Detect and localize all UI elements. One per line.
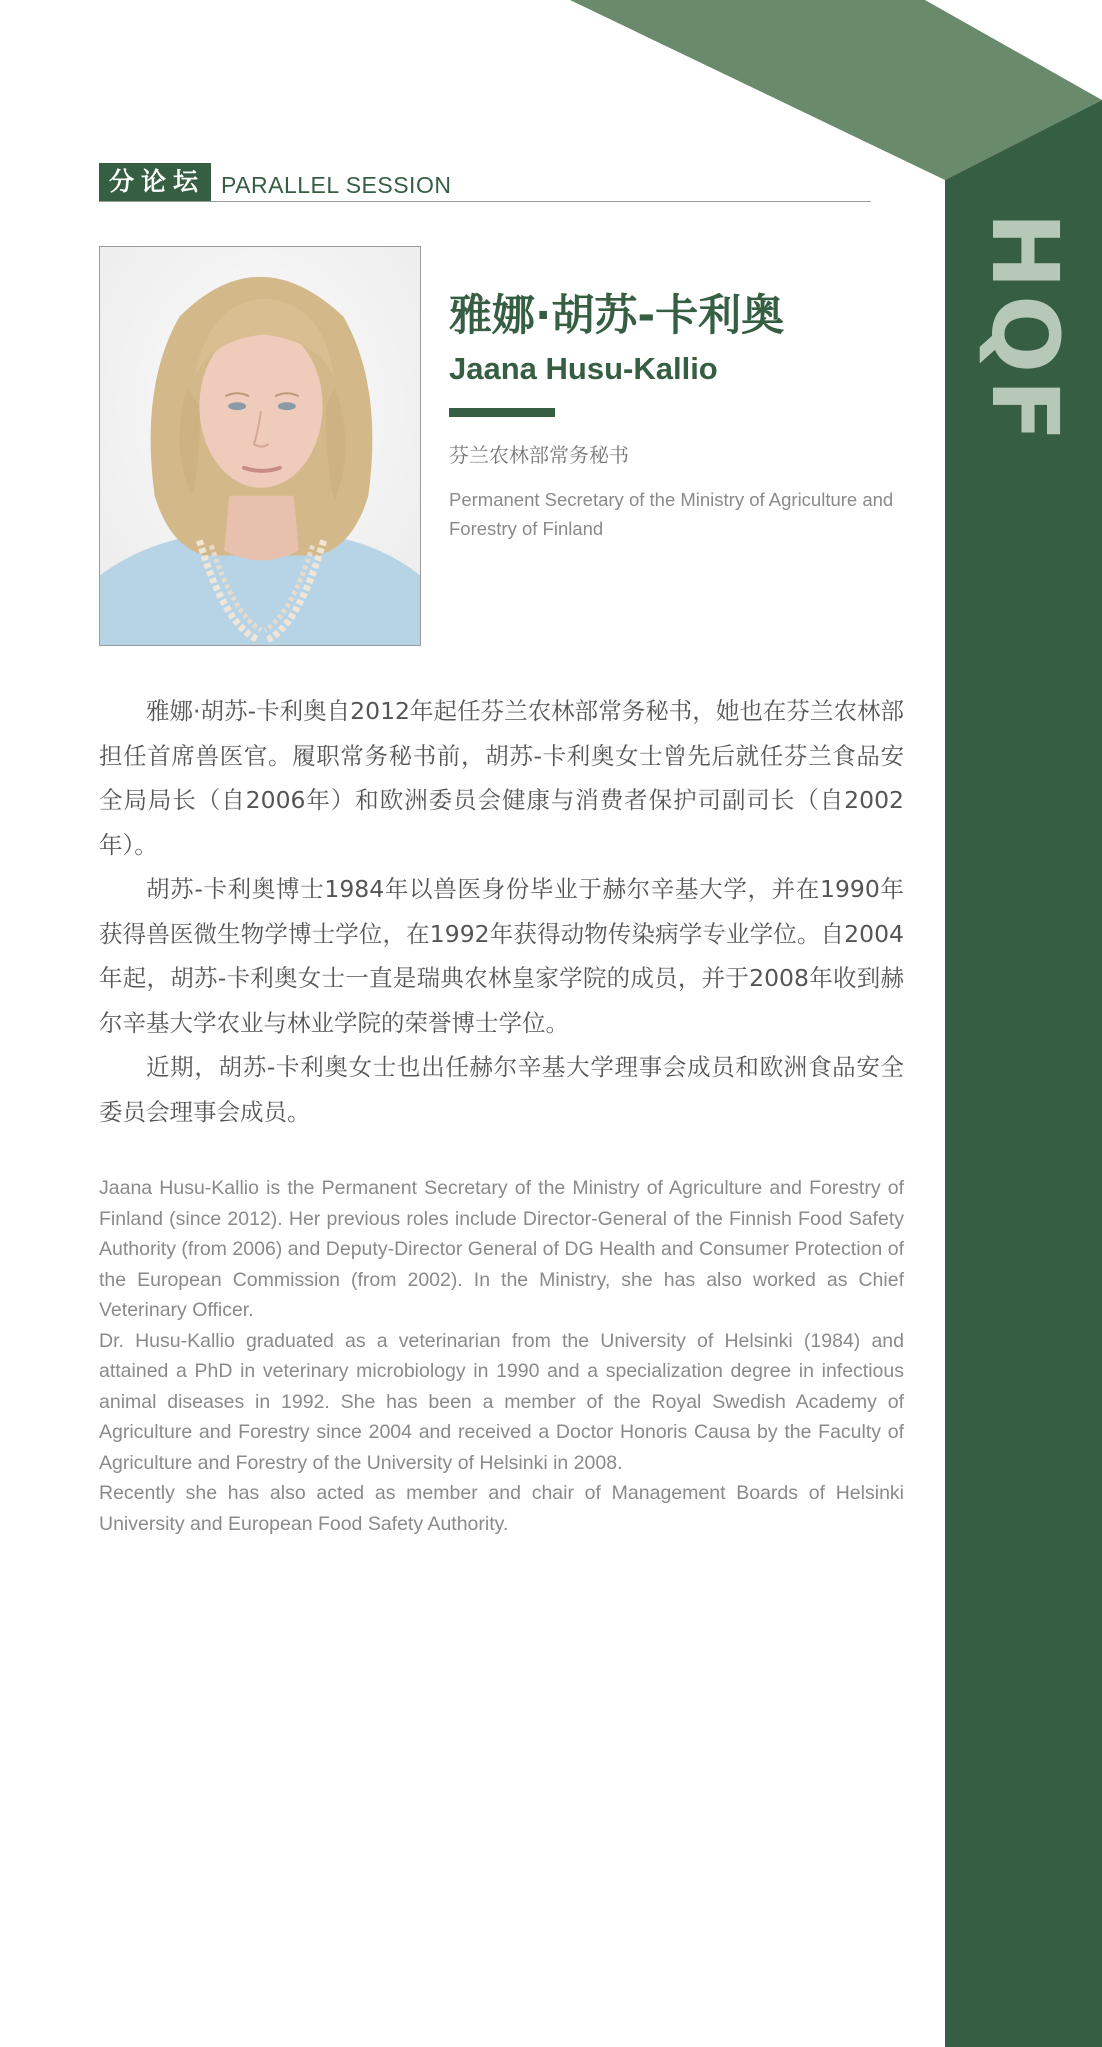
portrait-illustration bbox=[100, 247, 420, 645]
bio-en-paragraph: Recently she has also acted as member and chair of Management Boards of Helsinki University and European Food Safety Authority. bbox=[99, 1482, 904, 1535]
speaker-title-en: Permanent Secretary of the Ministry of Agriculture and Forestry of Finland bbox=[449, 489, 894, 539]
name-divider bbox=[449, 408, 555, 417]
side-brand-label bbox=[944, 200, 1102, 460]
speaker-photo bbox=[99, 246, 421, 646]
speaker-name-en: Jaana Husu-Kallio bbox=[449, 351, 718, 386]
bio-cn-paragraph: 胡苏-卡利奥博士1984年以兽医身份毕业于赫尔辛基大学，并在1990年获得兽医微生物学博士学位，在1992年获得动物传染病学专业学位。自2004年起，胡苏-卡利奥女士一直是瑞典农林皇家学院的成员，并于2008年收到赫尔辛基大学农业与林业学院的荣誉博士学位。 bbox=[99, 875, 904, 1037]
bio-cn-paragraph: 雅娜·胡苏-卡利奥自2012年起任芬兰农林部常务秘书，她也在芬兰农林部担任首席兽医官。履职常务秘书前，胡苏-卡利奥女士曾先后就任芬兰食品安全局局长（自2006年）和欧洲委员会健康与消费者保护司副司长（自2002年）。 bbox=[99, 697, 904, 859]
section-tag: 分论坛 bbox=[99, 163, 211, 201]
section-title: PARALLEL SESSION bbox=[221, 172, 452, 198]
biography-en bbox=[99, 1173, 904, 1539]
bio-cn-paragraph: 近期，胡苏-卡利奥女士也出任赫尔辛基大学理事会成员和欧洲食品安全委员会理事会成员。 bbox=[99, 1053, 904, 1126]
biography-cn bbox=[99, 689, 904, 1134]
section-header bbox=[99, 163, 871, 202]
bio-en-paragraph: Jaana Husu-Kallio is the Permanent Secretary of the Ministry of Agriculture and Forestry of Finland (since 2012). Her previous roles include Director-General of the Finnish Food Safety Authority (from 2006) and Deputy-Director General of DG Health and Consumer Protection of the European Commission (from 2002). In the Ministry, she has also worked as Chief Veterinary Officer. bbox=[99, 1177, 904, 1321]
speaker-name-cn: 雅娜·胡苏-卡利奥 bbox=[449, 291, 785, 341]
bio-en-paragraph: Dr. Husu-Kallio graduated as a veterinarian from the University of Helsinki (1984) and attained a PhD in veterinary microbiology in 1990 and a specialization degree in infectious animal diseases in 1992. She has been a member of the Royal Swedish Academy of Agriculture and Forestry since 2004 and received a Doctor Honoris Causa by the Faculty of Agriculture and Forestry of the University of Helsinki in 2008. bbox=[99, 1329, 904, 1474]
side-brand-text: HQF bbox=[971, 211, 1078, 449]
speaker-title-cn: 芬兰农林部常务秘书 bbox=[449, 443, 629, 467]
